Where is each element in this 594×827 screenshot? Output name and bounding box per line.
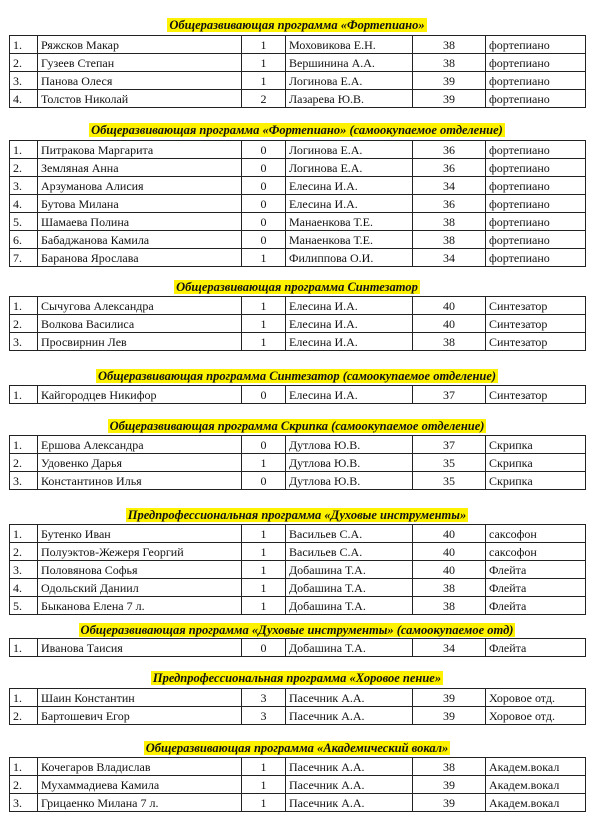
row-number: 1.: [10, 141, 38, 159]
section-title: Общеразвивающая программа «Фортепиано»: [169, 18, 425, 32]
row-number: 5.: [10, 597, 38, 615]
group-number: 37: [413, 386, 486, 404]
section-table: [9, 296, 586, 351]
row-number: 3.: [10, 472, 38, 490]
student-name: Просвирнин Лев: [38, 333, 242, 351]
instrument: Флейта: [486, 639, 586, 657]
instrument: Флейта: [486, 561, 586, 579]
teacher-name: Елесина И.А.: [286, 333, 413, 351]
row-number: 4.: [10, 90, 38, 108]
student-name: Быканова Елена 7 л.: [38, 597, 242, 615]
student-name: Полуэктов-Жежеря Георгий: [38, 543, 242, 561]
teacher-name: Пасечник А.А.: [286, 758, 413, 776]
row-number: 3.: [10, 177, 38, 195]
student-name: Кочегаров Владислав: [38, 758, 242, 776]
group-number: 38: [413, 231, 486, 249]
instrument: Академ.вокал: [486, 794, 586, 812]
teacher-name: Филиппова О.И.: [286, 249, 413, 267]
teacher-name: Елесина И.А.: [286, 315, 413, 333]
group-number: 35: [413, 472, 486, 490]
instrument: саксофон: [486, 525, 586, 543]
section-title: Общеразвивающая программа Синтезатор: [176, 280, 418, 294]
grade-level: 0: [242, 213, 286, 231]
grade-level: 1: [242, 794, 286, 812]
table-row: [10, 159, 586, 177]
student-name: Баранова Ярослава: [38, 249, 242, 267]
group-number: 36: [413, 195, 486, 213]
group-number: 34: [413, 249, 486, 267]
student-name: Ряжсков Макар: [38, 36, 242, 54]
row-number: 2.: [10, 315, 38, 333]
student-name: Питракова Маргарита: [38, 141, 242, 159]
teacher-name: Дутлова Ю.В.: [286, 454, 413, 472]
teacher-name: Дутлова Ю.В.: [286, 472, 413, 490]
teacher-name: Добашина Т.А.: [286, 639, 413, 657]
section-title: Предпрофессиональная программа «Хоровое пение»: [152, 671, 442, 685]
row-number: 1.: [10, 36, 38, 54]
row-number: 3.: [10, 333, 38, 351]
grade-level: 1: [242, 72, 286, 90]
group-number: 39: [413, 90, 486, 108]
table-row: [10, 579, 586, 597]
grade-level: 1: [242, 776, 286, 794]
group-number: 39: [413, 707, 486, 725]
table-row: [10, 297, 586, 315]
row-number: 1.: [10, 689, 38, 707]
student-name: Бабаджанова Камила: [38, 231, 242, 249]
instrument: фортепиано: [486, 90, 586, 108]
instrument: Синтезатор: [486, 386, 586, 404]
instrument: Скрипка: [486, 454, 586, 472]
grade-level: 1: [242, 543, 286, 561]
student-name: Шамаева Полина: [38, 213, 242, 231]
group-number: 38: [413, 213, 486, 231]
grade-level: 0: [242, 141, 286, 159]
instrument: Скрипка: [486, 436, 586, 454]
instrument: Синтезатор: [486, 315, 586, 333]
group-number: 36: [413, 141, 486, 159]
section-title: Общеразвивающая программа «Фортепиано» (самоокупаемое отделение): [91, 123, 503, 137]
instrument: Синтезатор: [486, 297, 586, 315]
row-number: 2.: [10, 54, 38, 72]
row-number: 3.: [10, 72, 38, 90]
student-name: Бутова Милана: [38, 195, 242, 213]
student-name: Константинов Илья: [38, 472, 242, 490]
table-row: [10, 794, 586, 812]
table-row: [10, 525, 586, 543]
grade-level: 1: [242, 454, 286, 472]
table-row: [10, 36, 586, 54]
group-number: 38: [413, 758, 486, 776]
teacher-name: Добашина Т.А.: [286, 561, 413, 579]
row-number: 3.: [10, 561, 38, 579]
section-title: Предпрофессиональная программа «Духовые инструменты»: [127, 508, 467, 522]
instrument: фортепиано: [486, 249, 586, 267]
instrument: фортепиано: [486, 54, 586, 72]
table-row: [10, 561, 586, 579]
student-name: Арзуманова Алисия: [38, 177, 242, 195]
section-title: Общеразвивающая программа Синтезатор (самоокупаемое отделение): [97, 369, 497, 383]
row-number: 2.: [10, 454, 38, 472]
instrument: фортепиано: [486, 159, 586, 177]
row-number: 4.: [10, 579, 38, 597]
table-row: [10, 472, 586, 490]
teacher-name: Пасечник А.А.: [286, 794, 413, 812]
student-name: Бутенко Иван: [38, 525, 242, 543]
grade-level: 1: [242, 315, 286, 333]
table-row: [10, 90, 586, 108]
teacher-name: Пасечник А.А.: [286, 689, 413, 707]
instrument: Академ.вокал: [486, 758, 586, 776]
table-row: [10, 333, 586, 351]
group-number: 38: [413, 579, 486, 597]
student-name: Удовенко Дарья: [38, 454, 242, 472]
teacher-name: Пасечник А.А.: [286, 707, 413, 725]
group-number: 40: [413, 297, 486, 315]
grade-level: 3: [242, 707, 286, 725]
section-table: [9, 757, 586, 812]
teacher-name: Васильев С.А.: [286, 543, 413, 561]
row-number: 6.: [10, 231, 38, 249]
student-name: Волкова Василиса: [38, 315, 242, 333]
section-table: [9, 638, 586, 657]
row-number: 2.: [10, 776, 38, 794]
instrument: фортепиано: [486, 195, 586, 213]
student-name: Грицаенко Милана 7 л.: [38, 794, 242, 812]
section-table: [9, 35, 586, 108]
group-number: 40: [413, 315, 486, 333]
teacher-name: Вершинина А.А.: [286, 54, 413, 72]
teacher-name: Логинова Е.А.: [286, 72, 413, 90]
table-row: [10, 543, 586, 561]
student-name: Шаин Константин: [38, 689, 242, 707]
table-row: [10, 249, 586, 267]
student-name: Половянова Софья: [38, 561, 242, 579]
student-name: Земляная Анна: [38, 159, 242, 177]
table-row: [10, 436, 586, 454]
student-name: Ершова Александра: [38, 436, 242, 454]
section-title: Общеразвивающая программа «Духовые инструменты» (самоокупаемое отд): [80, 623, 514, 637]
section-title: Общеразвивающая программа «Академический вокал»: [145, 741, 449, 755]
grade-level: 1: [242, 54, 286, 72]
table-row: [10, 386, 586, 404]
row-number: 1.: [10, 297, 38, 315]
instrument: Хоровое отд.: [486, 707, 586, 725]
teacher-name: Дутлова Ю.В.: [286, 436, 413, 454]
table-row: [10, 54, 586, 72]
grade-level: 0: [242, 386, 286, 404]
student-name: Иванова Таисия: [38, 639, 242, 657]
grade-level: 1: [242, 333, 286, 351]
table-row: [10, 231, 586, 249]
teacher-name: Васильев С.А.: [286, 525, 413, 543]
table-row: [10, 177, 586, 195]
student-name: Толстов Николай: [38, 90, 242, 108]
grade-level: 0: [242, 195, 286, 213]
row-number: 5.: [10, 213, 38, 231]
row-number: 3.: [10, 794, 38, 812]
group-number: 39: [413, 689, 486, 707]
group-number: 39: [413, 794, 486, 812]
teacher-name: Елесина И.А.: [286, 297, 413, 315]
instrument: Флейта: [486, 579, 586, 597]
grade-level: 0: [242, 639, 286, 657]
table-row: [10, 141, 586, 159]
group-number: 38: [413, 54, 486, 72]
student-name: Гузеев Степан: [38, 54, 242, 72]
section-table: [9, 385, 586, 404]
row-number: 2.: [10, 159, 38, 177]
instrument: Скрипка: [486, 472, 586, 490]
teacher-name: Манаенкова Т.Е.: [286, 231, 413, 249]
row-number: 1.: [10, 386, 38, 404]
instrument: фортепиано: [486, 213, 586, 231]
grade-level: 1: [242, 579, 286, 597]
table-row: [10, 639, 586, 657]
teacher-name: Лазарева Ю.В.: [286, 90, 413, 108]
group-number: 34: [413, 639, 486, 657]
teacher-name: Добашина Т.А.: [286, 597, 413, 615]
section-table: [9, 435, 586, 490]
group-number: 34: [413, 177, 486, 195]
group-number: 38: [413, 597, 486, 615]
section-table: [9, 140, 586, 267]
grade-level: 1: [242, 758, 286, 776]
instrument: Хоровое отд.: [486, 689, 586, 707]
teacher-name: Пасечник А.А.: [286, 776, 413, 794]
teacher-name: Логинова Е.А.: [286, 159, 413, 177]
group-number: 38: [413, 36, 486, 54]
student-name: Сычугова Александра: [38, 297, 242, 315]
instrument: фортепиано: [486, 141, 586, 159]
table-row: [10, 454, 586, 472]
teacher-name: Манаенкова Т.Е.: [286, 213, 413, 231]
grade-level: 1: [242, 525, 286, 543]
grade-level: 0: [242, 177, 286, 195]
group-number: 40: [413, 561, 486, 579]
teacher-name: Елесина И.А.: [286, 195, 413, 213]
grade-level: 0: [242, 436, 286, 454]
row-number: 7.: [10, 249, 38, 267]
table-row: [10, 597, 586, 615]
row-number: 2.: [10, 543, 38, 561]
table-row: [10, 776, 586, 794]
group-number: 39: [413, 776, 486, 794]
instrument: саксофон: [486, 543, 586, 561]
student-name: Кайгородцев Никифор: [38, 386, 242, 404]
grade-level: 1: [242, 597, 286, 615]
student-name: Панова Олеся: [38, 72, 242, 90]
instrument: фортепиано: [486, 72, 586, 90]
teacher-name: Добашина Т.А.: [286, 579, 413, 597]
group-number: 36: [413, 159, 486, 177]
student-name: Бартошевич Егор: [38, 707, 242, 725]
instrument: фортепиано: [486, 177, 586, 195]
section-table: [9, 688, 586, 725]
row-number: 1.: [10, 436, 38, 454]
teacher-name: Елесина И.А.: [286, 177, 413, 195]
instrument: Флейта: [486, 597, 586, 615]
group-number: 39: [413, 72, 486, 90]
student-name: Одольский Даниил: [38, 579, 242, 597]
group-number: 40: [413, 543, 486, 561]
table-row: [10, 707, 586, 725]
grade-level: 3: [242, 689, 286, 707]
grade-level: 1: [242, 297, 286, 315]
grade-level: 0: [242, 231, 286, 249]
student-name: Мухаммадиева Камила: [38, 776, 242, 794]
row-number: 2.: [10, 707, 38, 725]
grade-level: 0: [242, 472, 286, 490]
row-number: 1.: [10, 525, 38, 543]
group-number: 38: [413, 333, 486, 351]
grade-level: 1: [242, 249, 286, 267]
group-number: 35: [413, 454, 486, 472]
table-row: [10, 195, 586, 213]
group-number: 37: [413, 436, 486, 454]
instrument: Академ.вокал: [486, 776, 586, 794]
instrument: фортепиано: [486, 36, 586, 54]
instrument: фортепиано: [486, 231, 586, 249]
table-row: [10, 213, 586, 231]
teacher-name: Моховикова Е.Н.: [286, 36, 413, 54]
grade-level: 2: [242, 90, 286, 108]
instrument: Синтезатор: [486, 333, 586, 351]
row-number: 1.: [10, 639, 38, 657]
teacher-name: Логинова Е.А.: [286, 141, 413, 159]
grade-level: 1: [242, 561, 286, 579]
table-row: [10, 315, 586, 333]
group-number: 40: [413, 525, 486, 543]
table-row: [10, 758, 586, 776]
grade-level: 0: [242, 159, 286, 177]
teacher-name: Елесина И.А.: [286, 386, 413, 404]
section-title: Общеразвивающая программа Скрипка (самоокупаемое отделение): [109, 419, 485, 433]
row-number: 4.: [10, 195, 38, 213]
row-number: 1.: [10, 758, 38, 776]
table-row: [10, 72, 586, 90]
table-row: [10, 689, 586, 707]
section-table: [9, 524, 586, 615]
grade-level: 1: [242, 36, 286, 54]
